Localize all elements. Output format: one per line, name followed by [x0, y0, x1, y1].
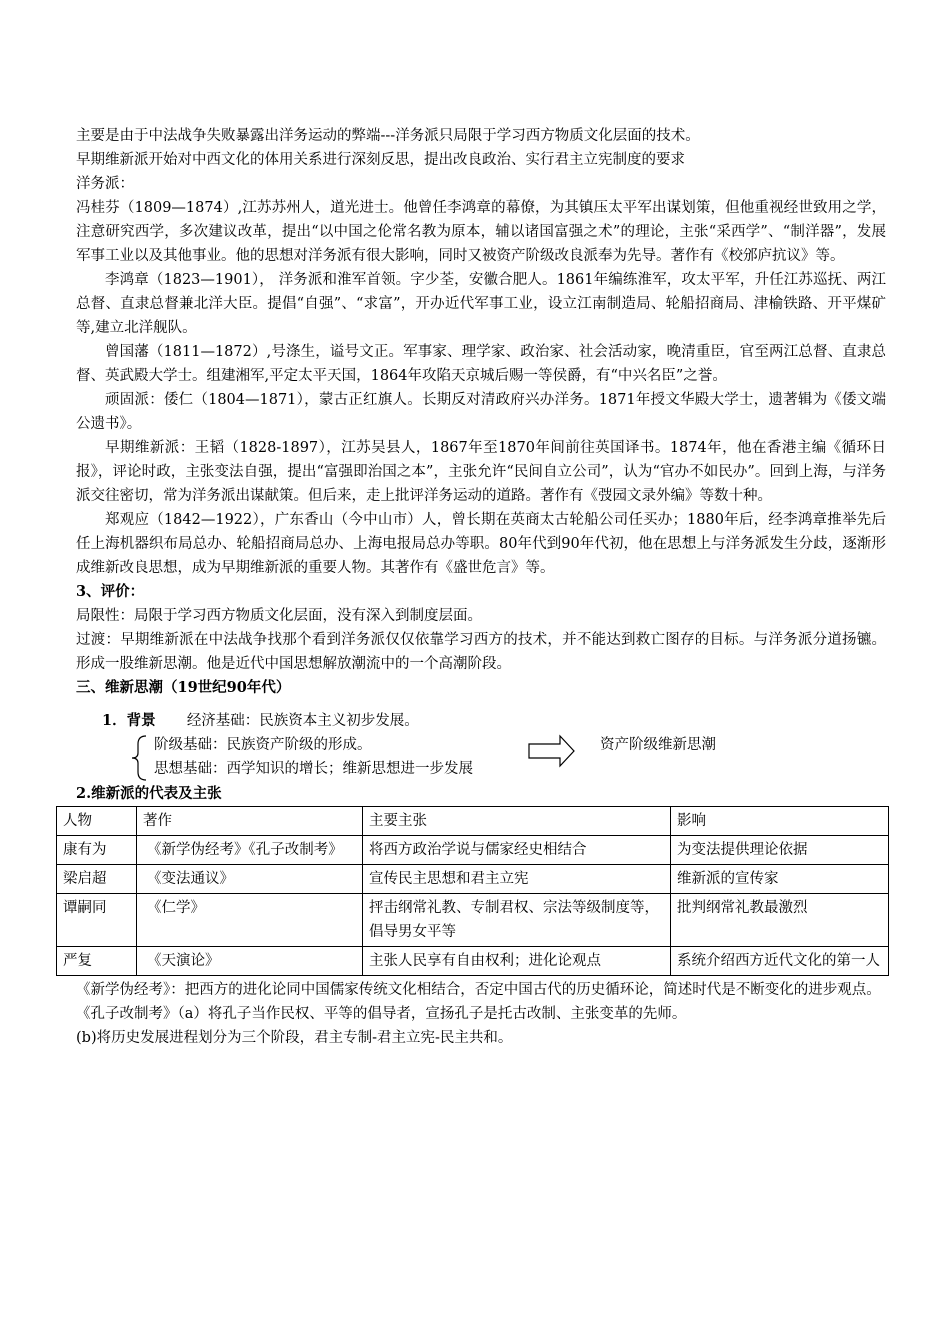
table-header-cell: 影响: [671, 807, 889, 836]
table-cell: 系统介绍西方近代文化的第一人: [671, 947, 889, 976]
table-cell: 维新派的宣传家: [671, 865, 889, 894]
table-cell: 严复: [57, 947, 137, 976]
evaluation-heading: 3、评价：: [76, 583, 145, 600]
table-row: [57, 865, 889, 894]
table-cell: 谭嗣同: [57, 894, 137, 947]
note-kongzi-b: (b)将历史发展进程划分为三个阶段，君主专制-君主立宪-民主共和。: [76, 1030, 513, 1046]
table-cell: 将西方政治学说与儒家经史相结合: [363, 836, 671, 865]
yangwu-heading: 洋务派：: [76, 176, 134, 192]
note-xinxue: 《新学伪经考》：把西方的进化论同中国儒家传统文化相结合，否定中国古代的历史循环论，简述时代是不断变化的进步观点。: [76, 982, 881, 998]
table-header-cell: 主要主张: [363, 807, 671, 836]
background-result: 资产阶级维新思潮: [600, 737, 716, 753]
section3-heading: 三、维新思潮（19世纪90年代）: [76, 679, 291, 696]
intro-line-2: 早期维新派开始对中西文化的体用关系进行深刻反思，提出改良政治、实行君主立宪制度的要求: [76, 152, 685, 168]
right-arrow-icon: [528, 734, 576, 768]
table-cell: 康有为: [57, 836, 137, 865]
class-basis: 阶级基础：民族资产阶级的形成。: [154, 737, 372, 753]
document-page: [63, 124, 886, 1050]
transition-text: 过渡：早期维新派在中法战争找那个看到洋务派仅仅依靠学习西方的技术，并不能达到救亡图存的目标。与洋务派分道扬镳。形成一股维新思潮。他是近代中国思想解放潮流中的一个高潮阶段。: [76, 632, 886, 672]
representatives-heading: 2.维新派的代表及主张: [76, 785, 222, 802]
zeng-guofan-paragraph: 曾国藩（1811—1872）,号涤生，谥号文正。军事家、理学家、政治家、社会活动家，晚清重臣，官至两江总督、直隶总督、英武殿大学士。组建湘军,平定太平天国，1864年攻陷天京城后赐一等侯爵，有“中兴名臣”之誉。: [76, 344, 886, 384]
economic-basis: 经济基础：民族资本主义初步发展。: [186, 713, 419, 729]
table-row: [57, 894, 889, 947]
table-row: [57, 836, 889, 865]
note-kongzi-a: 《孔子改制考》（a）将孔子当作民权、平等的倡导者，宣扬孔子是托古改制、主张变革的先师。: [76, 1006, 687, 1022]
table-cell: 为变法提供理论依据: [671, 836, 889, 865]
intro-line-1: 主要是由于中法战争失败暴露出洋务运动的弊端---洋务派只局限于学习西方物质文化层面的技术。: [76, 128, 700, 144]
table-cell: 《变法通议》: [137, 865, 363, 894]
background-row-economic: [102, 710, 419, 732]
table-cell: 《新学伪经考》《孔子改制考》: [137, 836, 363, 865]
table-cell: 抨击纲常礼教、专制君权、宗法等级制度等，倡导男女平等: [363, 894, 671, 947]
zheng-guanying-paragraph: 郑观应（1842—1922），广东香山（今中山市）人，曾长期在英商太古轮船公司任买办；1880年后，经李鸿章推举先后任上海机器织布局总办、轮船招商局总办、上海电报局总办等职。80年代到90年代初，他在思想上与洋务派发生分歧，逐渐形成维新改良思想，成为早期维新派的重要人物。其著作有《盛世危言》等。: [76, 512, 886, 576]
woren-paragraph: 顽固派：倭仁（1804—1871），蒙古正红旗人。长期反对清政府兴办洋务。1871年授文华殿大学士，遗著辑为《倭文端公遗书》。: [76, 392, 886, 432]
background-label: 1．背景: [102, 712, 156, 729]
feng-guifen-paragraph: 冯桂芬（1809—1874）,江苏苏州人，道光进士。他曾任李鸿章的幕僚，为其镇压太平军出谋划策，但他重视经世致用之学，注意研究西学，多次建议改革，提出“以中国之伦常名教为原本，辅以诸国富强之术”的理论，主张“采西学”、“制洋器”，发展军事工业以及其他事业。他的思想对洋务派有很大影响，同时又被资产阶级改良派奉为先导。著作有《校邠庐抗议》等。: [76, 200, 886, 264]
table-cell: 《仁学》: [137, 894, 363, 947]
table-header-cell: 著作: [137, 807, 363, 836]
limitation-text: 局限性：局限于学习西方物质文化层面，没有深入到制度层面。: [76, 608, 482, 624]
table-cell: 批判纲常礼教最激烈: [671, 894, 889, 947]
left-brace-icon: [128, 734, 150, 782]
thought-basis: 思想基础：西学知识的增长；维新思想进一步发展: [154, 761, 473, 777]
li-hongzhang-paragraph: 李鸿章（1823—1901）， 洋务派和淮军首领。字少荃，安徽合肥人。1861年编练淮军，攻太平军，升任江苏巡抚、两江总督、直隶总督兼北洋大臣。提倡“自强”、“求富”，开办近代军事工业，设立江南制造局、轮船招商局、津榆铁路、开平煤矿等,建立北洋舰队。: [76, 272, 886, 336]
wang-tao-paragraph: 早期维新派：王韬（1828-1897），江苏吴县人，1867年至1870年间前往英国译书。1874年，他在香港主编《循环日报》，评论时政，主张变法自强，提出“富强即治国之本”，主张允许“民间自立公司”，认为“官办不如民办”。回到上海，与洋务派交往密切，常为洋务派出谋献策。但后来，走上批评洋务运动的道路。著作有《弢园文录外编》等数十种。: [76, 440, 886, 504]
table-cell: 梁启超: [57, 865, 137, 894]
background-diagram: [76, 704, 886, 776]
table-cell: 主张人民享有自由权利；进化论观点: [363, 947, 671, 976]
table-row: [57, 947, 889, 976]
representatives-table: [56, 806, 889, 976]
table-header-row: [57, 807, 889, 836]
table-cell: 《天演论》: [137, 947, 363, 976]
table-cell: 宣传民主思想和君主立宪: [363, 865, 671, 894]
table-header-cell: 人物: [57, 807, 137, 836]
